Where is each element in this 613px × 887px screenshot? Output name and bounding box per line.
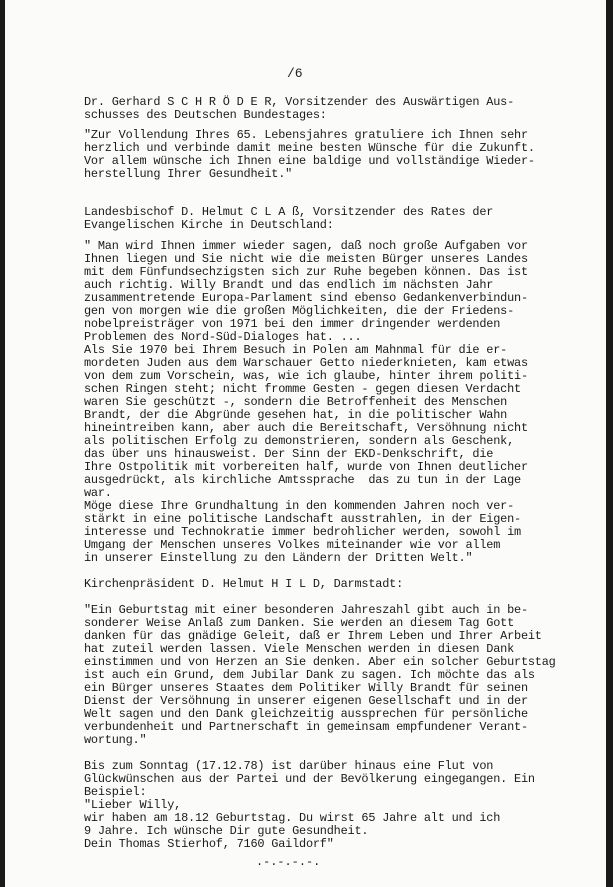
text-line: war. <box>84 486 112 500</box>
text-line: "Lieber Willy, <box>84 798 182 812</box>
text-line: 9 Jahre. Ich wünsche Dir gute Gesundheit. <box>84 824 369 838</box>
text-line: "Ein Geburtstag mit einer besonderen Jahreszahl gibt auch in be- <box>84 603 528 617</box>
text-line: wortung." <box>84 733 147 747</box>
text-line: Umgang der Menschen unseres Volkes miteinander wie vor allem <box>84 538 501 552</box>
text-line: " Man wird Ihnen immer wieder sagen, daß noch große Aufgaben vor <box>84 239 528 253</box>
text-line: Evangelischen Kirche in Deutschland: <box>84 218 334 232</box>
text-line: als politischen Erfolg zu demonstrieren, sondern als Geschenk, <box>84 434 515 448</box>
text-line: Beispiel: <box>84 785 147 799</box>
text-line: schusses des Deutschen Bundestages: <box>84 108 327 122</box>
text-line: mit dem Fünfundsechzigsten sich zur Ruhe begeben können. Das ist <box>84 265 528 279</box>
text-line: Dein Thomas Stierhof, 7160 Gaildorf" <box>84 837 334 851</box>
text-line: ausgedrückt, als kirchliche Amtssprache das zu tun in der Lage <box>84 473 521 487</box>
text-line: Ihnen liegen und Sie nicht wie die meisten Bürger unseres Landes <box>84 252 528 266</box>
text-line: herzlich und verbinde damit meine besten Wünsche für die Zukunft. <box>84 141 535 155</box>
text-line: Welt sagen und den Dank gleichzeitig aussprechen für persönliche <box>84 707 528 721</box>
closing-mark: .-.-.-.-. <box>256 855 321 869</box>
text-line: mordeten Juden aus dem Warschauer Getto niederknieten, kam etwas <box>84 356 528 370</box>
text-line: hineintreiben kann, aber auch die Bereitschaft, Versöhnung nicht <box>84 421 528 435</box>
text-line: waren Sie geschützt -, sondern die Betroffenheit des Menschen <box>84 395 508 409</box>
text-line: wir haben am 18.12 Geburtstag. Du wirst 65 Jahre alt und ich <box>84 811 501 825</box>
text-line: Vor allem wünsche ich Ihnen eine baldige und vollständige Wieder- <box>84 154 535 168</box>
text-line: "Zur Vollendung Ihres 65. Lebensjahres gratuliere ich Ihnen sehr <box>84 128 528 142</box>
text-line: Landesbischof D. Helmut C L A ß, Vorsitzender des Rates der <box>84 205 494 219</box>
text-line: Bis zum Sonntag (17.12.78) ist darüber hinaus eine Flut von <box>84 759 494 773</box>
text-line: verbundenheit und Partnerschaft in gemeinsam empfundener Verant- <box>84 720 528 734</box>
text-line: Als Sie 1970 bei Ihrem Besuch in Polen am Mahnmal für die er- <box>84 343 508 357</box>
page-number: /6 <box>287 66 303 81</box>
text-line: Möge diese Ihre Grundhaltung in den kommenden Jahren noch ver- <box>84 499 515 513</box>
text-line: Dr. Gerhard S C H R Ö D E R, Vorsitzender des Auswärtigen Aus- <box>84 95 515 109</box>
scan-edge-left <box>0 0 5 887</box>
text-line: herstellung Ihrer Gesundheit." <box>84 167 293 181</box>
text-line: Problemen des Nord-Süd-Dialoges hat. ... <box>84 330 362 344</box>
text-line: Ihre Ostpolitik mit vorbereiten half, wurde von Ihnen deutlicher <box>84 460 528 474</box>
text-line: schen Ringen steht; nicht fromme Gesten - gegen diesen Verdacht <box>84 382 521 396</box>
text-line: in unserer Einstellung zu den Ländern der Dritten Welt." <box>84 551 473 565</box>
text-line: Brandt, der die Abgründe gesehen hat, in die politischer Wahn <box>84 408 508 422</box>
text-line: Kirchenpräsident D. Helmut H I L D, Darmstadt: <box>84 577 404 591</box>
text-line: Glückwünschen aus der Partei und der Bevölkerung eingegangen. Ein <box>84 772 535 786</box>
text-line: auch richtig. Willy Brandt und das endlich im nächsten Jahr <box>84 278 494 292</box>
text-line: stärkt in eine politische Landschaft ausstrahlen, in der Eigen- <box>84 512 521 526</box>
text-line: interesse und Technokratie immer bedrohlicher werden, sowohl im <box>84 525 521 539</box>
text-line: nobelpreisträger von 1971 bei den immer dringender werdenden <box>84 317 501 331</box>
text-line: sonderer Weise Anlaß zum Danken. Sie werden an diesem Tag Gott <box>84 616 515 630</box>
text-line: gen von morgen wie die großen Möglichkeiten, die der Friedens- <box>84 304 515 318</box>
text-line: zusammentretende Europa-Parlament sind ebenso Gedankenverbindun- <box>84 291 528 305</box>
text-line: von dem zum Vorschein, was, wie ich glaube, hinter ihrem politi- <box>84 369 528 383</box>
text-line: Dienst der Versöhnung in unserer eigenen Gesellschaft und in der <box>84 694 528 708</box>
text-line: das über uns hinausweist. Der Sinn der EKD-Denkschrift, die <box>84 447 494 461</box>
scan-edge-right <box>606 0 613 887</box>
text-line: danken für das gnädige Geleit, daß er Ihrem Leben und Ihrer Arbeit <box>84 629 542 643</box>
text-line: ein Bürger unseres Staates dem Politiker Willy Brandt für seinen <box>84 681 528 695</box>
text-line: hat zuteil werden lassen. Viele Menschen werden in diesen Dank <box>84 642 515 656</box>
text-line: ist auch ein Grund, dem Jubilar Dank zu sagen. Ich möchte das als <box>84 668 535 682</box>
text-line: einstimmen und von Herzen an Sie denken. Aber ein solcher Geburtstag <box>84 655 556 669</box>
